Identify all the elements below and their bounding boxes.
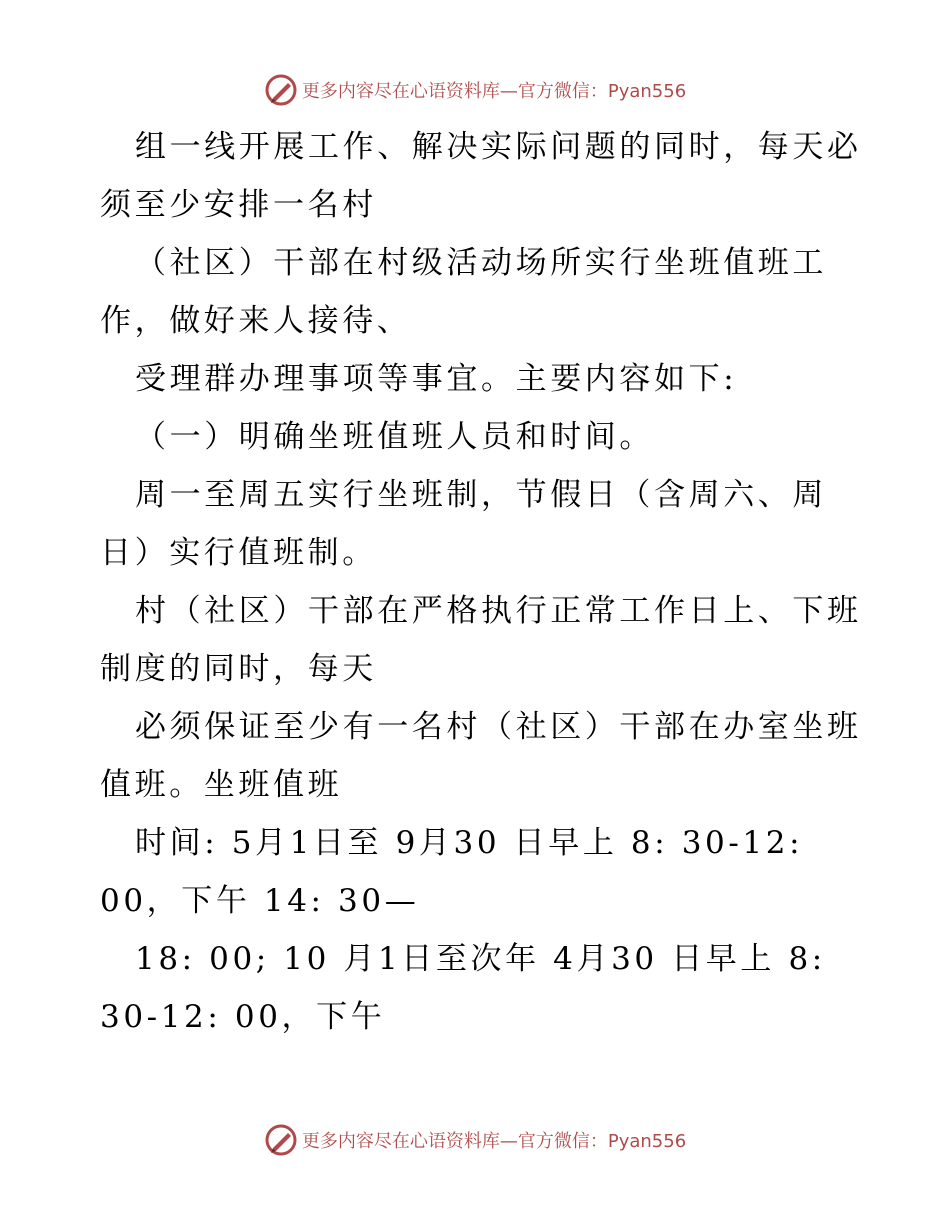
text-line: 须至少安排一名村: [100, 187, 377, 223]
text-line: 00，下午 14: 30—: [100, 883, 420, 919]
text-line: 必须保证至少有一名村（社区）干部在办室坐班: [135, 709, 862, 745]
pen-logo-icon: [264, 1123, 298, 1157]
text-line: 制度的同时，每天: [100, 651, 377, 687]
text-line: 周一至周五实行坐班制，节假日（含周六、周: [135, 477, 827, 513]
text-line: 作，做好来人接待、: [100, 303, 412, 339]
header-watermark-text: 更多内容尽在心语资料库—官方微信：Pyan556: [301, 81, 687, 102]
text-line: （社区）干部在村级活动场所实行坐班值班工: [135, 245, 827, 281]
text-line: 组一线开展工作、解决实际问题的同时，每天必: [135, 129, 862, 165]
footer-watermark: [0, 1120, 950, 1160]
text-line: 日）实行值班制。: [100, 535, 377, 571]
text-line: （一）明确坐班值班人员和时间。: [135, 419, 654, 455]
text-line: 时间: 5月1日至 9月30 日早上 8: 30-12:: [135, 825, 804, 861]
text-line: 18: 00; 10 月1日至次年 4月30 日早上 8:: [135, 941, 826, 977]
text-line: 村（社区）干部在严格执行正常工作日上、下班: [135, 593, 862, 629]
header-watermark: [0, 70, 950, 110]
footer-watermark-text: 更多内容尽在心语资料库—官方微信：Pyan556: [301, 1131, 687, 1152]
text-line: 值班。坐班值班: [100, 767, 343, 803]
text-line: 30-12: 00，下午: [100, 999, 386, 1035]
text-line: 受理群办理事项等事宜。主要内容如下:: [135, 361, 738, 397]
pen-logo-icon: [264, 73, 298, 107]
